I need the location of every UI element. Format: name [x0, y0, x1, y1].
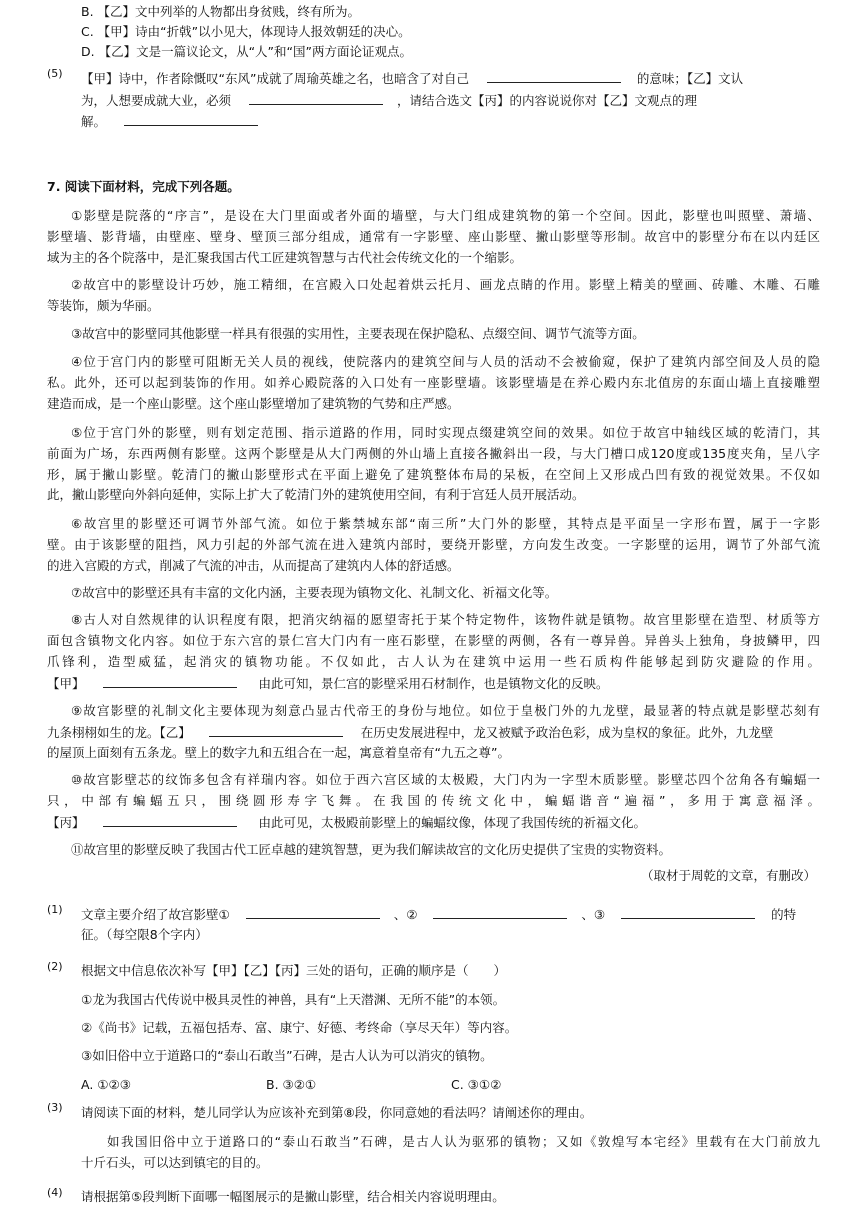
q1-text-d: 的特 [771, 907, 797, 922]
q3-stem: 请阅读下面的材料，楚儿同学认为应该补充到第⑧段，你同意她的看法吗？请阐述你的理由。 [81, 1105, 593, 1120]
para-6-line-3: 的进入宫殿的方式，削减了气流的冲击，从而提高了建筑内人体的舒适感。 [47, 558, 460, 573]
q2-sentence-1: ①龙为我国古代传说中极具灵性的神兽，具有“上天潜渊、无所不能”的本领。 [81, 992, 506, 1007]
para-8-line-2: 面包含镇物文化内容。如位于东六宫的景仁宫大门内有一座石影壁，在影壁的两侧，各有一尊异兽。异兽头上独角，身披鳞甲，四 [47, 633, 820, 648]
question-number-3: (3) [47, 1101, 63, 1114]
para-8-line-3: 爪锋利，造型威猛，起消灾的镇物功能。不仅如此，古人认为在建筑中运用一些石质构件能够起到防灾避险的作用。 [47, 654, 820, 669]
para-1-line-2: 影壁墙、影背墙，由壁座、壁身、壁顶三部分组成，通常有一字影壁、座山影壁、撇山影壁等形制。故宫中的影壁分布在以内廷区 [47, 229, 820, 244]
para-1-line-3: 域为主的各个院落中，是汇聚我国古代工匠建筑智慧与古代社会传统文化的一个缩影。 [47, 250, 523, 265]
question-number-2: (2) [47, 960, 63, 973]
para-9-line-1: ⑨故宫影壁的礼制文化主要体现为刻意凸显古代帝王的身份与地位。如位于皇极门外的九龙壁，最显著的特点就是影壁芯刻有 [71, 703, 820, 718]
option-c: C. 【甲】诗由“折戟”以小见大，体现诗人报效朝廷的决心。 [81, 24, 411, 39]
para-5-line-1: ⑤位于宫门外的影壁，则有划定范围、指示道路的作用，同时实现点缀建筑空间的效果。如位于故宫中轴线区域的乾清门，其 [71, 425, 820, 440]
blank-bing[interactable] [103, 813, 237, 827]
marker-jia: 【甲】 [47, 676, 85, 691]
q2-sentence-2: ②《尚书》记载，五福包括寿、富、康宁、好德、考终命（享尽天年）等内容。 [81, 1020, 518, 1035]
para-10-line-2: 只，中部有蝙蝠五只，围绕圆形寿字飞舞。在我国的传统文化中，蝙蝠谐音“遍福”，多用于寓意福泽。 [47, 793, 820, 808]
para-10-tail: 由此可见，太极殿前影壁上的蝙蝠纹像，体现了我国传统的祈福文化。 [258, 815, 646, 830]
q5-text-e: 解。 [81, 114, 107, 129]
para-5-line-3: 形，属于撇山影壁。乾清门的撇山影壁形式在平面上避免了建筑整体布局的呆板，在空间上又形成凸凹有致的视觉效果。不仅如 [47, 467, 820, 482]
q2-stem: 根据文中信息依次补写【甲】【乙】【丙】三处的语句，正确的顺序是（ ） [81, 963, 507, 978]
q5-blank-3[interactable] [124, 112, 258, 126]
option-d: D. 【乙】文是一篇议论文，从“人”和“国”两方面论证观点。 [81, 44, 412, 59]
q5-line-2 [81, 91, 697, 110]
q2-option-b[interactable]: B. ③②① [266, 1077, 317, 1092]
marker-bing: 【丙】 [47, 815, 85, 830]
q1-line-1 [81, 905, 796, 924]
para-11: ⑪故宫里的影壁反映了我国古代工匠卓越的建筑智慧，更为我们解读故宫的文化历史提供了宝贵的实物资料。 [71, 842, 672, 857]
para-6-line-2: 壁。由于该影壁的阻挡，风力引起的外部气流在进入建筑内部时，要绕开影壁，方向发生改变。一字影壁的运用，调节了外部气流 [47, 537, 820, 552]
para-8-tail: 由此可知，景仁宫的影壁采用石材制作，也是镇物文化的反映。 [258, 676, 609, 691]
question-7-title: 7. 阅读下面材料，完成下列各题。 [47, 179, 240, 194]
q4-stem: 请根据第⑤段判断下面哪一幅图展示的是撇山影壁，结合相关内容说明理由。 [81, 1189, 505, 1204]
question-number-1: (1) [47, 903, 63, 916]
q1-text-c: 、③ [581, 907, 606, 922]
para-4-line-3: 建造而成，是一个座山影壁。这个座山影壁增加了建筑物的气势和庄严感。 [47, 396, 460, 411]
q1-blank-1[interactable] [246, 905, 380, 919]
q3-material-line-2: 十斤石头，可以达到镇宅的目的。 [81, 1155, 269, 1170]
q3-material-line-1: 如我国旧俗中立于道路口的“泰山石敢当”石碑，是古人认为驱邪的镇物；又如《敦煌写本宅经》里载有在大门前放九 [107, 1134, 820, 1149]
q1-text-a: 文章主要介绍了故宫影壁① [81, 907, 230, 922]
para-8-line-1: ⑧古人对自然规律的认识程度有限，把消灾纳福的愿望寄托于某个特定物件，该物件就是镇物。故宫里影壁在造型、材质等方 [71, 612, 820, 627]
option-b: B. 【乙】文中列举的人物都出身贫贱，终有所为。 [81, 4, 361, 19]
para-10-line-1: ⑩故宫影壁芯的纹饰多包含有祥瑞内容。如位于西六宫区域的太极殿，大门内为一字型木质影壁。影壁芯四个岔角各有蝙蝠一 [71, 772, 820, 787]
blank-jia[interactable] [103, 674, 237, 688]
para-3: ③故宫中的影壁同其他影壁一样具有很强的实用性，主要表现在保护隐私、点缀空间、调节气流等方面。 [71, 326, 645, 341]
question-number-5: (5) [47, 67, 63, 80]
para-7: ⑦故宫中的影壁还具有丰富的文化内涵，主要表现为镇物文化、礼制文化、祈福文化等。 [71, 585, 558, 600]
source-note: （取材于周乾的文章，有删改） [640, 868, 816, 883]
para-1-line-1: ①影壁是院落的“序言”，是设在大门里面或者外面的墙壁，与大门组成建筑物的第一个空间。因此，影壁也叫照壁、萧墙、 [71, 208, 820, 223]
para-4-line-1: ④位于宫门内的影壁可阻断无关人员的视线，使院落内的建筑空间与人员的活动不会被偷窥，保护了建筑内部空间及人员的隐 [71, 354, 820, 369]
para-9-line-2 [47, 723, 773, 742]
q2-sentence-3: ③如旧俗中立于道路口的“泰山石敢当”石碑，是古人认为可以消灾的镇物。 [81, 1048, 493, 1063]
para-4-line-2: 私。此外，还可以起到装饰的作用。如养心殿院落的入口处有一座影壁墙。该影壁墙是在养心殿内东北值房的东面山墙上直接雕塑 [47, 375, 820, 390]
q1-blank-3[interactable] [621, 905, 755, 919]
q5-blank-1[interactable] [487, 69, 621, 83]
q1-text-b: 、② [393, 907, 418, 922]
para-2-line-2: 等装饰，颇为华丽。 [47, 298, 160, 313]
question-number-4: (4) [47, 1186, 63, 1199]
q2-option-c[interactable]: C. ③①② [451, 1077, 502, 1092]
q5-line-1 [81, 69, 743, 88]
q5-text-d: ，请结合选文【丙】的内容说说你对【乙】文观点的理 [396, 93, 697, 108]
q5-text-a: 【甲】诗中，作者除慨叹“东风”成就了周瑜英雄之名，也暗含了对自己 [81, 71, 469, 86]
marker-yi: 九条栩栩如生的龙。【乙】 [47, 725, 191, 740]
q2-option-a[interactable]: A. ①②③ [81, 1077, 131, 1092]
para-9-line-3: 的屋顶上面刻有五条龙。壁上的数字九和五组合在一起，寓意着皇帝有“九五之尊”。 [47, 745, 510, 760]
para-6-line-1: ⑥故宫里的影壁还可调节外部气流。如位于紫禁城东部“南三所”大门外的影壁，其特点是平面呈一字形布置，属于一字影 [71, 516, 820, 531]
para-9-tail: 在历史发展进程中，龙又被赋予政治色彩，成为皇权的象征。此外，九龙壁 [360, 725, 774, 740]
blank-yi[interactable] [209, 723, 343, 737]
para-5-line-2: 前面为广场，东西两侧有影壁。这两个影壁是从大门两侧的外山墙上直接各撇斜出一段，与大门槽口成120度或135度夹角，呈八字 [47, 446, 820, 461]
q5-text-b: 的意味；【乙】文认 [636, 71, 744, 86]
q5-text-c: 为，人想要成就大业，必须 [81, 93, 232, 108]
q1-line-2: 征。（每空限8个字内） [81, 927, 208, 942]
para-2-line-1: ②故宫中的影壁设计巧妙，施工精细，在宫殿入口处起着烘云托月、画龙点睛的作用。影壁上精美的壁画、砖雕、木雕、石雕 [71, 277, 820, 292]
para-5-line-4: 此，撇山影壁向外斜向延伸，实际上扩大了乾清门外的建筑使用空间，有利于宫廷人员开展活动。 [47, 487, 585, 502]
para-10-line-3 [47, 813, 646, 832]
q1-blank-2[interactable] [433, 905, 567, 919]
q5-line-3 [81, 112, 258, 131]
para-8-line-4 [47, 674, 609, 693]
q5-blank-2[interactable] [249, 91, 383, 105]
